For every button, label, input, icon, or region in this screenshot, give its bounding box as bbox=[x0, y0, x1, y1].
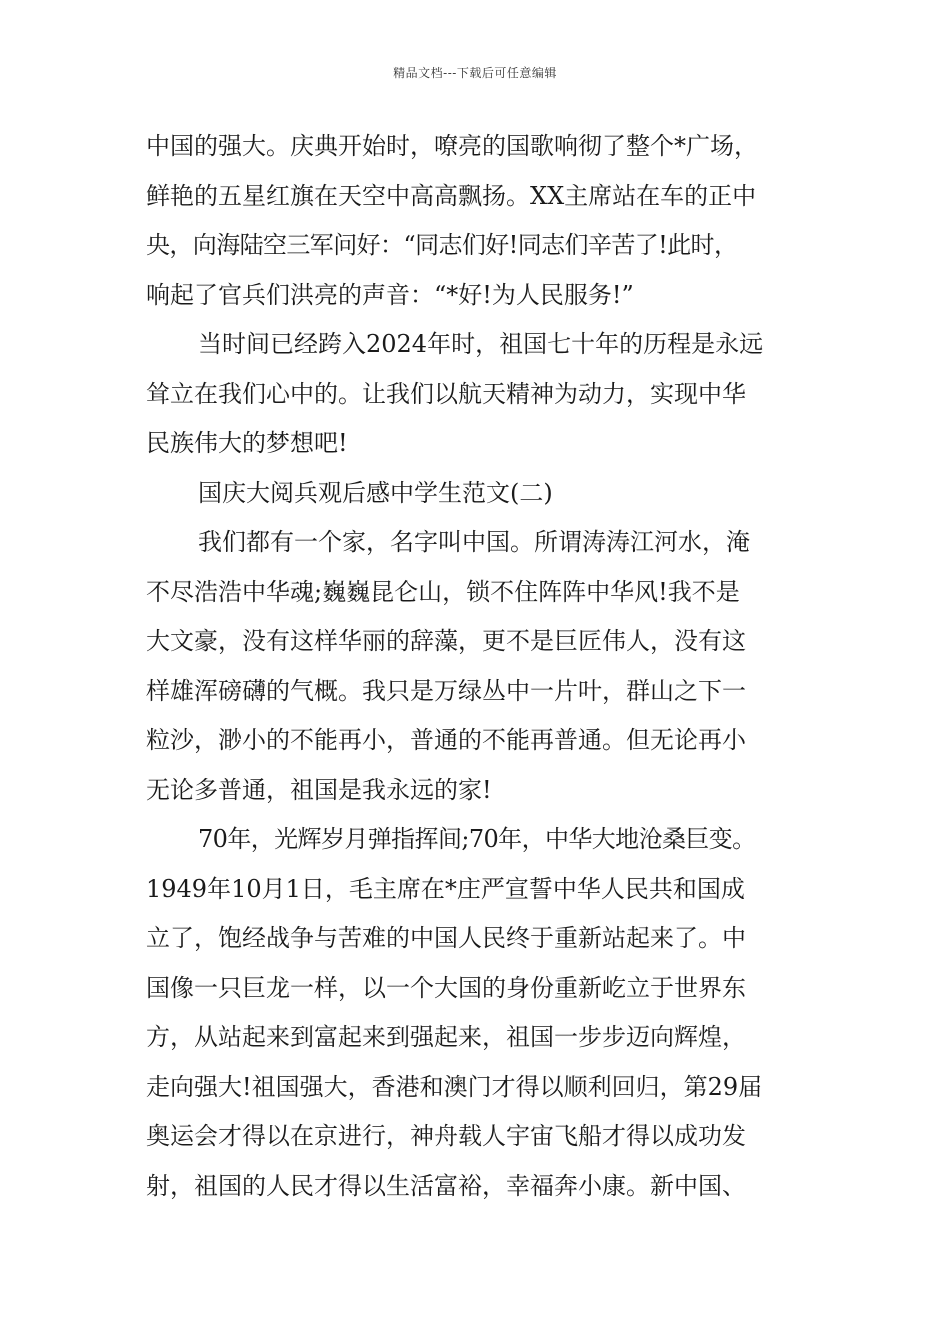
text-line: 大文豪，没有这样华丽的辞藻，更不是巨匠伟人，没有这 bbox=[146, 627, 746, 655]
text-line: 响起了官兵们洪亮的声音：“*好!为人民服务!” bbox=[146, 280, 634, 309]
text-line: 央，向海陆空三军问好：“同志们好!同志们辛苦了!此时， bbox=[146, 231, 738, 259]
text-line: 民族伟大的梦想吧! bbox=[146, 429, 348, 457]
text-line: 国像一只巨龙一样，以一个大国的身份重新屹立于世界东 bbox=[146, 973, 746, 1002]
text-line: 射，祖国的人民才得以生活富裕，幸福奔小康。新中国、 bbox=[146, 1171, 746, 1200]
paragraph-start-line: 我们都有一个家，名字叫中国。所谓涛涛江河水，淹 bbox=[198, 528, 750, 556]
section-title: 国庆大阅兵观后感中学生范文(二) bbox=[198, 478, 553, 507]
text-line: 不尽浩浩中华魂;巍巍昆仑山，锁不住阵阵中华风!我不是 bbox=[146, 577, 740, 606]
document-body bbox=[146, 126, 836, 1215]
text-line: 样雄浑磅礴的气概。我只是万绿丛中一片叶，群山之下一 bbox=[146, 676, 746, 705]
text-line: 1949年10月1日，毛主席在*庄严宣誓中华人民共和国成 bbox=[146, 874, 745, 903]
page-header: 精品文档---下载后可任意编辑 bbox=[393, 66, 557, 80]
paragraph-start-line: 70年，光辉岁月弹指挥间;70年，中华大地沧桑巨变。 bbox=[198, 825, 756, 853]
text-line: 走向强大!祖国强大，香港和澳门才得以顺利回归，第29届 bbox=[146, 1072, 763, 1101]
text-line: 方，从站起来到富起来到强起来，祖国一步步迈向辉煌， bbox=[146, 1023, 746, 1051]
text-line: 立了，饱经战争与苦难的中国人民终于重新站起来了。中 bbox=[146, 924, 746, 952]
text-line: 无论多普通，祖国是我永远的家! bbox=[146, 775, 492, 804]
text-line: 奥运会才得以在京进行，神舟载人宇宙飞船才得以成功发 bbox=[146, 1122, 746, 1150]
paragraph-start-line: 当时间已经跨入2024年时，祖国七十年的历程是永远 bbox=[198, 330, 764, 358]
text-line: 中国的强大。庆典开始时，嘹亮的国歌响彻了整个*广场， bbox=[146, 132, 758, 160]
text-line: 鲜艳的五星红旗在天空中高高飘扬。XX主席站在车的正中 bbox=[146, 181, 757, 210]
text-line: 粒沙，渺小的不能再小，普通的不能再普通。但无论再小 bbox=[146, 726, 746, 754]
text-line: 耸立在我们心中的。让我们以航天精神为动力，实现中华 bbox=[146, 379, 746, 408]
